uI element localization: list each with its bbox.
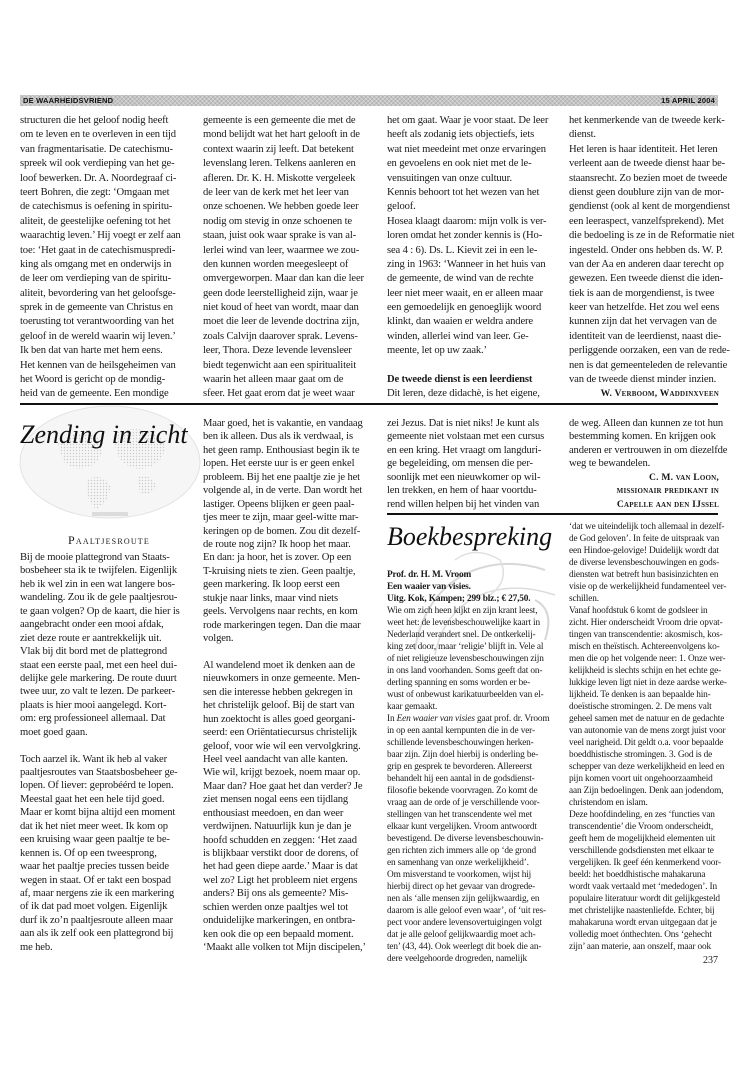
text-line: transcendentie’ die Vroom onderscheidt, — [569, 822, 714, 832]
text-line: hun zoektocht is alles goed georgani- — [203, 713, 356, 725]
text-line: moet goed gaan. — [20, 726, 88, 738]
text-line: visie op de werkelijkheid fundamenteel ver- — [569, 582, 727, 592]
text-line: lopen. Of liever: geprobéérd te lopen. — [20, 780, 174, 792]
text-line: zing in 1963: ‘Wanneer in het huis van — [387, 258, 546, 270]
text-line: Maar goed, het is vakantie, en vandaag — [203, 418, 363, 429]
text-line: Kennis behoort tot het wezen van het — [387, 186, 540, 198]
text-line: van autonomie van de mens zorgt juist voor — [569, 726, 726, 736]
text-line: ben ik alleen. Dus als ik verdwaal, is — [203, 431, 353, 443]
text-line: geloof in de wereld waarin wij leven.’ — [20, 330, 176, 342]
text-line: hoofd schudden en zeggen: ‘Het zaad — [203, 834, 357, 846]
text-line: rend willen helpen bij het vinden van — [387, 498, 540, 510]
text-line: dat ik het niet meer weet. Ik kom op — [20, 820, 168, 832]
text-line: delijke gele markering. De route duurt — [20, 672, 177, 684]
text-line: gemeente is een gemeente die met de — [203, 115, 356, 126]
text-line: het had geen diepe aarde.’ Maar is dat — [203, 861, 358, 873]
article2-column-1 — [20, 551, 198, 954]
publication-name: DE WAARHEIDSVRIEND — [23, 96, 114, 105]
text-line: afleren. Dr. K. H. Miskotte vergeleek — [203, 172, 356, 184]
text-line: keringen op de bomen. Zou dit dezelf- — [203, 525, 361, 537]
text-line: aan Zijn bedoelingen. Denk aan jodendom, — [569, 786, 724, 796]
bold-line: De tweede dienst is een leerdienst — [387, 374, 533, 386]
text-line: moet die leer de levende doctrina zijn, — [203, 316, 360, 328]
text-line: de route nog zijn? Ik hoop het maar. — [203, 538, 351, 550]
text-line: dat je alle geloof gelijkwaardig moet ach- — [387, 930, 536, 940]
text-line: het Woord is gericht op de mondig- — [20, 374, 166, 386]
text-line: volgen. — [203, 633, 234, 644]
book-title-inline: Een waaier van visies — [396, 714, 475, 724]
text-line: leer, Thora. Deze levende levensleer — [203, 345, 352, 357]
masthead-band — [20, 95, 718, 106]
text-line: nen als ‘alle mensen zijn gelijkwaardig, en — [387, 894, 540, 904]
text-line: Ik ben dat van harte met hem eens. — [20, 345, 163, 357]
text-line: en samenhang van onze werkelijkheid’. — [387, 858, 529, 868]
text-line: populaire literatuur wordt dit gelijkgesteld — [569, 894, 720, 904]
text-line: een leeraspect, vanzelfsprekend). Met — [569, 215, 724, 227]
text-line: klinkt, dan waaien er weldra andere — [387, 316, 533, 328]
text-line: dienst geen doublure zijn van de mor- — [569, 186, 724, 198]
text-line: levenslang leren. Telkens aanleren en — [203, 158, 356, 170]
text-line: een kruising waar geen paaltje te be- — [20, 834, 170, 846]
text-line: waar het paaltje precies tussen beide — [20, 861, 169, 873]
text-line: om te leven en te overleven in een tijd — [20, 129, 176, 141]
text-line: En dan: ja hoor, het is zover. Op een — [203, 552, 352, 564]
text-line: nen is dat gemeenteleden de relevantie — [569, 359, 728, 371]
text-line: volgende al, in de verte. Dan wordt het — [203, 485, 363, 497]
text-line: wat niet meedeint met onze ervaringen — [387, 143, 546, 155]
text-line: teert Bohren, die zegt: ‘Omgaan met — [20, 186, 170, 198]
text-line: ten’ (43, 44). Ook weerlegt dit boek die an- — [387, 942, 542, 952]
text-line: gendienst (ook al kent de morgendienst — [569, 201, 730, 213]
text-line: enthousiast meedoen, en dan weer — [203, 807, 344, 819]
text-line: dere veelgehoorde drogreden, namelijk — [387, 954, 528, 964]
author-signature: Capelle aan den IJssel — [616, 498, 719, 510]
text-line: volledig moet ónthechten. Ons ‘gehecht — [569, 930, 712, 940]
text-line: misch en theïstisch. Achtereenvolgens ko- — [569, 642, 720, 652]
text-line: kaar gemaakt. — [387, 702, 438, 712]
text-line: rode markeringen tegen. Dan die maar — [203, 619, 361, 631]
text-line: in op een aantal kernpunten die in de ver- — [387, 726, 535, 736]
text-line: bosbeheer sta ik te twijfelen. Eigenlijk — [20, 565, 177, 577]
text-line: om: erg professioneel allemaal. Dat — [20, 713, 166, 725]
text-line: paaltjesroutes van Staatsbosbeheer ge- — [20, 767, 178, 778]
text-line: gemeente niet volstaan met een cursus — [387, 431, 545, 443]
text-line: structuren die het geloof nodig heeft — [20, 115, 169, 126]
text-line: grip en gesprek te bevorderen. Allereerst — [387, 762, 533, 772]
text-line: heid van de gemeente. Een mondige — [20, 388, 169, 400]
text-line: Wie om zich heen kijkt en zijn krant leest, — [387, 606, 538, 616]
text-line: identiteit van de leerdienst, naast die- — [569, 330, 722, 342]
text-line: zei Jezus. Dat is niet niks! Je kunt als — [387, 418, 539, 429]
text-line: verschillende godsdiensten met elkaar te — [569, 846, 714, 856]
text-line: derling spanning en soms worden er be- — [387, 678, 531, 688]
text-line: onduidelijke markeringen, en ontbra- — [203, 915, 356, 927]
text-line: schillen. — [569, 594, 599, 604]
issue-date: 15 APRIL 2004 — [661, 96, 715, 105]
bold-line: Een waaier van visies. — [387, 582, 471, 592]
text-line: wust of onbewust karikatuurbeelden van el- — [387, 690, 544, 700]
article1-column-4 — [569, 114, 735, 402]
text-line: van de tweede dienst minder inzien. — [569, 374, 717, 386]
text-line: de leer om verdieping van de spiritu- — [20, 273, 171, 285]
text-line: het christelijk geloof. Bij de start van — [203, 700, 355, 712]
text-line: perliggende oorzaken, een van de rede- — [569, 345, 730, 357]
section-title-boekbespreking: Boekbespreking — [387, 522, 553, 551]
text-line: aan als ik zelf ook een plattegrond bij — [20, 928, 174, 940]
text-line: bestemming komen. En krijgen ook — [569, 431, 716, 443]
text-line: verdwijnen. Natuurlijk kun je dan je — [203, 821, 352, 833]
text-line: schepper van deze werkelijkheid en leed en — [569, 762, 725, 772]
text-line: lastiger. Opeens blijken er geen paal- — [203, 498, 355, 510]
text-line: die bedoeling is ze in de Reformatie niet — [569, 230, 735, 242]
review-column-1 — [387, 569, 565, 965]
text-line: onze schoenen. We hebben goede leer — [203, 201, 359, 213]
article1-column-1 — [20, 114, 198, 402]
text-line: baar zijn. Zijn doel hierbij is onderling be- — [387, 750, 539, 760]
text-line: Al wandelend moet ik denken aan de — [203, 659, 355, 671]
text-line: ‘dat we uiteindelijk toch allemaal in dezelf- — [569, 522, 725, 532]
text-line: de catechismus is oefening in spiritu- — [20, 201, 173, 213]
text-line: is blijkbaar verstikt door de dorens, of — [203, 848, 359, 859]
text-line: weet het: de levensbeschouwelijke kaart in — [387, 618, 540, 628]
text-line: wel zo? Ligt het probleem niet ergens — [203, 874, 358, 886]
text-line: elkaar kunt vergelijken. Vroom antwoordt — [387, 822, 537, 832]
author-signature: C. M. van Loon, — [649, 471, 719, 483]
text-line: de gemeente, de wind van de rechte — [387, 273, 534, 285]
text-line: biedt tegenwicht aan een spiritualiteit — [203, 359, 356, 371]
text-line: van der Aa en anderen daar terecht op — [569, 258, 724, 270]
text-line: kunnen zijn dat het vervagen van de — [569, 316, 717, 328]
article2-column-3 — [387, 417, 565, 511]
text-line: Nederland verandert snel. De ontkerkelij- — [387, 630, 536, 640]
text-line: tjes meer te zijn, maar geel-witte mar- — [203, 512, 359, 524]
text-line: wandeling. Zou ik de gele paaltjesrou- — [20, 592, 178, 604]
text-line: omvergeworpen. Maar dan kan die leer — [203, 273, 364, 285]
text-line: Het leren is haar identiteit. Het leren — [569, 143, 718, 155]
text-line: van fragmentarisatie. De catechismu- — [20, 143, 173, 155]
text-line: zijn’ aan materie, aan onszelf, maar ook — [569, 942, 711, 952]
text-line: me heb. — [20, 941, 53, 953]
text-line: geen markering. Ik loop eerst een — [203, 579, 340, 591]
text-line: de God geloven’. In feite de uitspraak van — [569, 534, 720, 544]
text-line: met christelijke naastenliefde. Echter, bij — [569, 906, 715, 916]
text-line: waarachtig leven.’ Hij voegt er zelf aan — [20, 230, 181, 242]
text-line: sfeer. Het gaat erom dat je weet waar — [203, 388, 355, 400]
text-line: seerd: een Oriëntatiecursus christelijk — [203, 727, 357, 739]
text-line: leer niet meer waait, en er alleen maar — [387, 287, 543, 299]
text-line: stukje naar links, maar vind niets — [203, 592, 338, 604]
text-line: aliteit, de geestelijke oefening tot het — [20, 215, 171, 227]
article2-column-2 — [203, 417, 381, 955]
text-line: in ons land voorhanden. Soms geeft dat on- — [387, 666, 543, 676]
text-line: bevestigend. De diverse levensbeschouwin- — [387, 834, 544, 844]
text-line: de leer van de kerk met het leer van — [203, 186, 349, 198]
text-line: Heel veel aandacht van alle kanten. — [203, 753, 348, 765]
text-line: kelijkheid is slechts schijn en het echte ge- — [569, 666, 722, 676]
article2-column-4 — [569, 417, 728, 511]
text-line: spreek wil ook verdieping van het ge- — [20, 158, 175, 170]
text-line: ‘Maakt alle volken tot Mijn discipelen,’ — [203, 942, 366, 954]
text-line: gewezen. Een tweede dienst die iden- — [569, 273, 724, 285]
text-line: sprek in de gemeente van Christus en — [20, 302, 173, 314]
bold-line: Uitg. Kok, Kampen; 299 blz.; € 27,50. — [387, 594, 531, 604]
blank-line — [20, 739, 198, 752]
article-title: Paaltjesroute — [68, 533, 150, 547]
text-line: het kenmerkende van de tweede kerk- — [569, 115, 725, 126]
text-line: lerlei wind van leer, waarmee we zou- — [203, 244, 360, 256]
text-line: loren omdat het zonder kennis is (Ho- — [387, 230, 543, 242]
text-line: weg te bewandelen. — [569, 458, 651, 470]
text-line: of niet religieuze levensbeschouwingen zijn — [387, 654, 544, 664]
text-line: zoals Calvijn daarover sprak. Levens- — [203, 330, 358, 342]
text-line: schillende levensbeschouwingen herken- — [387, 738, 534, 748]
text-line: het geen ramp. Enthousiast begin ik te — [203, 444, 360, 456]
text-line: te gaan volgen? Op de kaart, die hier is — [20, 605, 180, 617]
text-line: keer van hetzelfde. Het zou wel eens — [569, 302, 720, 314]
text-line: doeïstische stromingen. 2. De mens valt — [569, 702, 712, 712]
author-signature: W. Verboom, Waddinxveen — [600, 388, 719, 400]
article1-column-2 — [203, 114, 381, 402]
text-line: kennen is. Of op een tweesprong, — [20, 847, 157, 859]
text-line: dienst. — [569, 129, 596, 141]
text-line: ziet deze route er aantrekkelijk uit. — [20, 632, 162, 644]
text-line: aangebracht onder een mooi afdak, — [20, 619, 164, 631]
text-line: Meestal gaat het een hele tijd goed. — [20, 793, 165, 805]
text-line: twee uur, zo valt te lezen. De parkeer- — [20, 686, 175, 698]
text-line: king als omgang met en onderwijs in — [20, 258, 172, 270]
text-line: Deze hoofdindeling, en zes ‘functies van — [569, 810, 715, 820]
blank-line — [387, 359, 565, 373]
page-number: 237 — [703, 955, 718, 966]
review-column-2 — [569, 521, 727, 953]
text-line — [387, 713, 565, 725]
text-line: beeld: het boeddhistische mahakaruna — [569, 870, 706, 880]
text-line: geeft hem de mogelijkheid elementen uit — [569, 834, 716, 844]
text-line: plaats is hier mooi aangelegd. Kort- — [20, 699, 167, 711]
text-line: de diverse levensbeschouwingen en gods- — [569, 558, 720, 568]
section-title-zending-in-zicht: Zending in zicht — [20, 420, 188, 449]
text-line: soonlijk met een nieuwkomer op wil- — [387, 471, 541, 483]
text-line: veel narigheid. Dit geldt o.a. voor bepaalde — [569, 738, 724, 748]
text-line: lopen. Het eerste uur is er geen enkel — [203, 458, 355, 470]
text-line: probleem. Bij het ene paaltje zie je het — [203, 471, 360, 483]
text-line: Dit leren, deze didachè, is het eigene, — [387, 388, 540, 400]
article1-column-3 — [387, 114, 565, 402]
text-line: men die op het volgende neer: 1. Onze wer- — [569, 654, 726, 664]
text-line: ziet mensen nogal eens een tijdlang — [203, 794, 349, 806]
text-line: lijkheid. Te denken is aan bepaalde hin- — [569, 690, 711, 700]
text-line: af, maar nergens zie ik een markering — [20, 887, 174, 899]
review-divider — [387, 513, 718, 515]
text-line: lukkige leven ligt niet in deze aardse werke- — [569, 678, 727, 688]
text-line: wegen in staat. Of er takt een bospad — [20, 874, 171, 886]
text-line: toe: ‘Het gaat in de catechismuspredi- — [20, 244, 176, 256]
text-line: T-kruising niets te zien. Geen paaltje, — [203, 565, 356, 577]
text-line: vergelijken. Ik geef één kenmerkend voor- — [569, 858, 721, 868]
text-line: vensuitingen van onze cultuur. — [387, 172, 512, 184]
text-line: Vanaf hoofdstuk 6 komt de godsleer in — [569, 606, 708, 616]
blank-line — [203, 645, 381, 658]
text-line: loof bewerken. Dr. A. Noordegraaf ci- — [20, 172, 177, 184]
text-span: In — [387, 714, 397, 724]
text-line: de weg. Alleen dan kunnen ze tot hun — [569, 418, 724, 429]
text-line: staansrecht. Zo bezien moet de tweede — [569, 172, 727, 184]
text-line: heb ik wel zin in een wat langere bos- — [20, 578, 175, 590]
text-line: het om gaat. Waar je voor staat. De leer — [387, 115, 549, 126]
text-line: Toch aarzel ik. Want ik heb al vaker — [20, 753, 167, 765]
text-line: king zet door, maar ‘religie’ blijft in. Vele al — [387, 642, 544, 652]
text-line: aliteit, bevordering van het geloofsge- — [20, 287, 176, 299]
text-line: daarom is alle geloof even waar’, of ‘uit res- — [387, 906, 546, 916]
text-line: Om misverstand te voorkomen, wijst hij — [387, 870, 532, 880]
text-line: Hosea klaagt daarom: mijn volk is ver- — [387, 215, 547, 227]
text-line: christendom en islam. — [569, 798, 648, 808]
text-line: verleent aan de tweede dienst haar be- — [569, 158, 726, 170]
text-line: staan, juist ook waar sprake is van al- — [203, 230, 357, 242]
text-line: Bij de mooie plattegrond van Staats- — [20, 552, 170, 563]
text-line: ge begeleiding, om mensen die per- — [387, 458, 533, 470]
text-line: den kunnen worden meegesleept of — [203, 258, 349, 270]
text-line: context waarin zij leeft. Dat betekent — [203, 143, 354, 155]
text-line: Maar dan? Hoe gaat het dan verder? Je — [203, 780, 363, 792]
text-line: behandelt hij een aantal in de godsdienst- — [387, 774, 535, 784]
text-line: geloof. — [387, 201, 416, 213]
text-line: geen dode leerstelligheid zijn, waar je — [203, 287, 358, 299]
text-line: boeddhistische stromingen. 3. God is de — [569, 750, 713, 760]
text-line: Maar er komt bijna altijd een moment — [20, 807, 176, 819]
text-line: schien werden onze paaltjes wel tot — [203, 901, 349, 913]
text-line: mahakaruna wordt ervan uitgegaan dat je — [569, 918, 717, 928]
text-line: sea 4 : 6). Ds. L. Kievit zei in een le- — [387, 244, 538, 256]
text-line: en een kring. Het vraagt om langduri- — [387, 444, 542, 456]
text-line: anders? Bij ons als gemeente? Mis- — [203, 888, 349, 900]
text-line: pect voor andere levensovertuigingen volgt — [387, 918, 542, 928]
text-line: geloof, voor wie wil een vervolgkring. — [203, 740, 361, 752]
text-line: Vlak bij dit bord met de plattegrond — [20, 646, 167, 658]
text-line: of ik dat pad moet volgen. Eigenlijk — [20, 901, 168, 913]
text-line: niet koud of heet van wordt, maar dan — [203, 302, 359, 314]
text-line: meente, let op uw zaak.’ — [387, 345, 487, 357]
author-signature: missionair predikant in — [616, 485, 719, 497]
text-line: Het kennen van de heilsgeheimen van — [20, 359, 176, 371]
text-line: staat een eerste paal, met een heel dui- — [20, 659, 177, 671]
text-line: zicht. Hier onderscheidt Vroom drie opvat- — [569, 618, 723, 628]
text-line: gen richten zich immers alle op ‘de grond — [387, 846, 537, 856]
text-line: anderen er vertrouwen in om diezelfde — [569, 444, 728, 456]
text-span: gaat prof. dr. Vroom — [474, 714, 550, 724]
text-line: vraag aan de orde of je verschillende voor- — [387, 798, 540, 808]
text-line: nieuwkomers in onze gemeente. Men- — [203, 673, 360, 685]
text-line: Wie wil, krijgt bezoek, noem maar op. — [203, 767, 361, 779]
text-line: winden, allerlei wind van leer. Ge- — [387, 330, 529, 342]
text-line: diensten wat betreft hun basisinzichten en — [569, 570, 719, 580]
text-line: tingen van transcendentie: akosmisch, kos- — [569, 630, 723, 640]
text-line: geheel samen met de natuur en de gedachte — [569, 714, 725, 724]
text-line: waarin het alleen maar gaat om de — [203, 374, 344, 386]
text-line: sen die interesse hebben gekregen in — [203, 686, 353, 698]
bold-line: Prof. dr. H. M. Vroom — [387, 570, 472, 580]
text-line: wordt vaak vertaald met ‘mededogen’. In — [569, 882, 718, 892]
text-line: nodig om stevig in onze schoenen te — [203, 215, 352, 227]
text-line: een gemoedelijk en genoeglijk woord — [387, 302, 542, 314]
text-line: een Hindoe-gelovige! Duidelijk wordt dat — [569, 546, 719, 556]
text-line: tiek is aan de morgendienst, is twee — [569, 287, 715, 299]
text-line: toerusting tot verantwoording van het — [20, 316, 174, 328]
text-line: ingesteld. Onder ons hebben ds. W. P. — [569, 244, 723, 256]
text-line: en gevoelens en ook niet met de le- — [387, 158, 532, 170]
text-line: ken ook die op een bepaald moment. — [203, 928, 354, 940]
text-line: pijn komen voort uit ongehoorzaamheid — [569, 774, 713, 784]
text-line: geels. Vervolgens naar rechts, en kom — [203, 606, 358, 618]
text-line: mond belijdt wat het hart gelooft in de — [203, 129, 360, 141]
text-line: filosofie bekende voorvragen. Zo komt de — [387, 786, 538, 796]
text-line: heeft als zodanig iets objectiefs, iets — [387, 129, 535, 141]
text-line: durf ik zo’n paaltjesroute alleen maar — [20, 914, 173, 926]
text-line: hierbij direct op het gevaar van drogrede- — [387, 882, 536, 892]
text-line: len trekken, en hem of haar voortdu- — [387, 485, 537, 497]
text-line: stellingen van het transcendente wel met — [387, 810, 533, 820]
